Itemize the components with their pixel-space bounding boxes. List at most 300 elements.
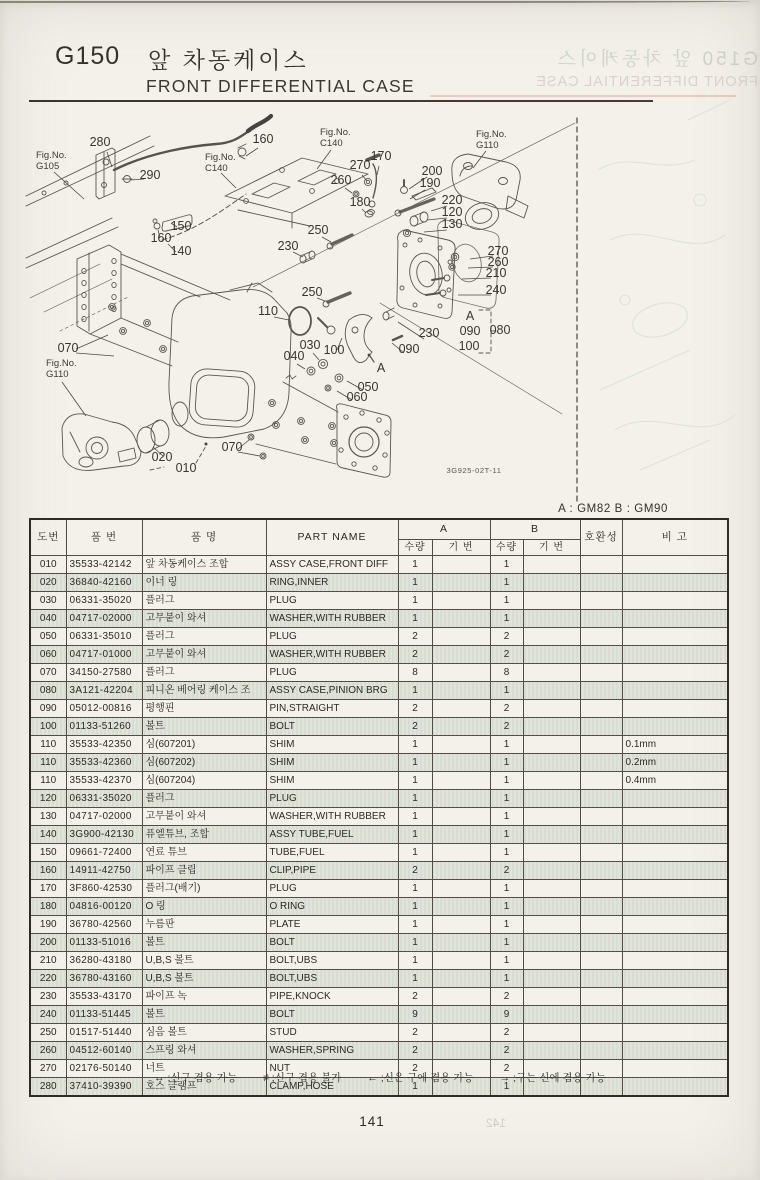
bleed-through-drawing xyxy=(598,100,735,470)
cell-part-no: 06331-35020 xyxy=(66,592,142,610)
cell-a-qty: 2 xyxy=(398,1060,432,1078)
cell-b-qty: 1 xyxy=(490,952,523,970)
cell-col-no: 280 xyxy=(30,1078,66,1097)
cell-a-qty: 2 xyxy=(398,988,432,1006)
cell-remark xyxy=(622,1024,728,1042)
cell-remark xyxy=(622,988,728,1006)
fig-ref-G110: Fig.No. G110 xyxy=(46,358,77,380)
cell-compat xyxy=(580,772,622,790)
cell-a-qty: 1 xyxy=(398,592,432,610)
part-callout-200: 200 xyxy=(421,164,443,178)
cell-b-serial xyxy=(523,808,580,826)
part-callout-040: 040 xyxy=(283,349,305,363)
cell-remark xyxy=(622,898,728,916)
fig-ref-C140: Fig.No. C140 xyxy=(320,127,351,149)
table-row xyxy=(30,664,728,682)
cell-a-serial xyxy=(432,844,490,862)
cell-part-name: WASHER,WITH RUBBER xyxy=(266,646,398,664)
cell-b-qty: 1 xyxy=(490,682,523,700)
cell-a-serial xyxy=(432,556,490,574)
cell-part-no: 06331-35020 xyxy=(66,790,142,808)
cell-name-ko: 스프링 와셔 xyxy=(142,1042,266,1060)
bleed-title-english: FRONT DIFFERENTIAL CASE xyxy=(535,74,758,90)
cell-name-ko: 호스 클램프 xyxy=(142,1078,266,1097)
cell-col-no: 250 xyxy=(30,1024,66,1042)
cell-part-no: 04512-60140 xyxy=(66,1042,142,1060)
table-row xyxy=(30,916,728,934)
cell-a-serial xyxy=(432,700,490,718)
table-row xyxy=(30,844,728,862)
cell-compat xyxy=(580,718,622,736)
cell-a-serial xyxy=(432,682,490,700)
cell-col-no: 240 xyxy=(30,1006,66,1024)
part-callout-100: 100 xyxy=(458,339,480,353)
table-row xyxy=(30,790,728,808)
cell-a-serial xyxy=(432,574,490,592)
cell-compat xyxy=(580,574,622,592)
part-callout-260: 260 xyxy=(330,173,352,187)
cell-col-no: 110 xyxy=(30,772,66,790)
cell-part-no: 35533-43170 xyxy=(66,988,142,1006)
cell-part-no: 14911-42750 xyxy=(66,862,142,880)
cell-a-qty: 1 xyxy=(398,934,432,952)
cell-remark xyxy=(622,718,728,736)
cell-col-no: 080 xyxy=(30,682,66,700)
cell-compat xyxy=(580,700,622,718)
cell-a-serial xyxy=(432,592,490,610)
cell-name-ko: 너트 xyxy=(142,1060,266,1078)
cell-remark xyxy=(622,844,728,862)
cell-name-ko: 플러그 xyxy=(142,592,266,610)
cell-name-ko: 고무붙이 와셔 xyxy=(142,808,266,826)
page-title-english: FRONT DIFFERENTIAL CASE xyxy=(146,76,415,96)
cell-part-name: WASHER,WITH RUBBER xyxy=(266,610,398,628)
cell-b-serial xyxy=(523,556,580,574)
cell-part-name: PLUG xyxy=(266,628,398,646)
table-row xyxy=(30,898,728,916)
cell-a-serial xyxy=(432,1042,490,1060)
cell-part-name: PLUG xyxy=(266,880,398,898)
cell-b-serial xyxy=(523,898,580,916)
table-row xyxy=(30,988,728,1006)
cell-compat xyxy=(580,592,622,610)
cell-a-serial xyxy=(432,754,490,772)
cell-a-serial xyxy=(432,898,490,916)
cell-b-serial xyxy=(523,880,580,898)
cell-b-qty: 8 xyxy=(490,664,523,682)
cell-part-no: 04717-02000 xyxy=(66,610,142,628)
cell-part-name: SHIM xyxy=(266,736,398,754)
cell-b-qty: 1 xyxy=(490,610,523,628)
cell-col-no: 110 xyxy=(30,736,66,754)
cell-part-name: ASSY CASE,PINION BRG xyxy=(266,682,398,700)
cell-part-no: 36780-42560 xyxy=(66,916,142,934)
part-callout-270: 270 xyxy=(349,158,371,172)
cell-name-ko: 플러그(배기) xyxy=(142,880,266,898)
cell-col-no: 030 xyxy=(30,592,66,610)
cell-part-name: BOLT,UBS xyxy=(266,970,398,988)
cell-name-ko: 볼트 xyxy=(142,1006,266,1024)
cell-a-qty: 1 xyxy=(398,952,432,970)
part-callout-210: 210 xyxy=(485,266,507,280)
cell-remark xyxy=(622,970,728,988)
table-row xyxy=(30,736,728,754)
cell-name-ko: 심음 볼트 xyxy=(142,1024,266,1042)
cell-col-no: 130 xyxy=(30,808,66,826)
part-callout-070: 070 xyxy=(221,440,243,454)
cell-remark xyxy=(622,934,728,952)
cell-part-name: SHIM xyxy=(266,754,398,772)
part-callout-100: 100 xyxy=(323,343,345,357)
cell-b-qty: 2 xyxy=(490,1060,523,1078)
cell-a-serial xyxy=(432,736,490,754)
cell-name-ko: 고무붙이 와셔 xyxy=(142,646,266,664)
cell-b-qty: 2 xyxy=(490,1042,523,1060)
parts-table-body xyxy=(30,556,728,1097)
cell-compat xyxy=(580,826,622,844)
cell-compat xyxy=(580,970,622,988)
part-callout-A: A xyxy=(465,309,475,323)
table-row xyxy=(30,754,728,772)
part-callout-110: 110 xyxy=(258,304,278,318)
cell-part-no: 35533-42350 xyxy=(66,736,142,754)
cell-part-name: PIN,STRAIGHT xyxy=(266,700,398,718)
cell-name-ko: 플러그 xyxy=(142,664,266,682)
cell-name-ko: 심(607201) xyxy=(142,736,266,754)
diagram-artwork xyxy=(26,116,577,502)
cell-col-no: 180 xyxy=(30,898,66,916)
cell-compat xyxy=(580,880,622,898)
cell-name-ko: 파이프 클립 xyxy=(142,862,266,880)
cell-part-no: 01133-51445 xyxy=(66,1006,142,1024)
cell-a-qty: 1 xyxy=(398,898,432,916)
table-row xyxy=(30,574,728,592)
diagram-ref-code: 3G925-02T-11 xyxy=(446,466,502,475)
cell-col-no: 270 xyxy=(30,1060,66,1078)
cell-a-qty: 1 xyxy=(398,682,432,700)
table-row xyxy=(30,556,728,574)
cell-a-serial xyxy=(432,880,490,898)
cell-compat xyxy=(580,754,622,772)
cell-col-no: 100 xyxy=(30,718,66,736)
cell-part-name: TUBE,FUEL xyxy=(266,844,398,862)
cell-remark xyxy=(622,700,728,718)
cell-b-qty: 2 xyxy=(490,862,523,880)
cell-b-qty: 1 xyxy=(490,754,523,772)
cell-part-name: CLAMP,HOSE xyxy=(266,1078,398,1097)
cell-part-no: 3F860-42530 xyxy=(66,880,142,898)
table-row xyxy=(30,700,728,718)
cell-b-qty: 9 xyxy=(490,1006,523,1024)
cell-part-name: BOLT xyxy=(266,1006,398,1024)
cell-a-qty: 1 xyxy=(398,880,432,898)
col-header-group-a: A xyxy=(398,519,490,540)
cell-remark: 0.4mm xyxy=(622,772,728,790)
cell-col-no: 020 xyxy=(30,574,66,592)
cell-remark xyxy=(622,592,728,610)
cell-b-qty: 1 xyxy=(490,844,523,862)
table-row xyxy=(30,952,728,970)
cell-b-qty: 1 xyxy=(490,898,523,916)
cell-a-qty: 1 xyxy=(398,916,432,934)
cell-b-serial xyxy=(523,610,580,628)
cell-a-serial xyxy=(432,718,490,736)
col-header-a-qty: 수량 xyxy=(398,540,432,556)
cell-col-no: 050 xyxy=(30,628,66,646)
table-row xyxy=(30,970,728,988)
cell-part-name: O RING xyxy=(266,898,398,916)
cell-compat xyxy=(580,664,622,682)
cell-part-name: WASHER,SPRING xyxy=(266,1042,398,1060)
cell-part-name: PLUG xyxy=(266,664,398,682)
col-header-b-serial: 기 번 xyxy=(523,540,580,556)
cell-part-name: WASHER,WITH RUBBER xyxy=(266,808,398,826)
cell-b-qty: 2 xyxy=(490,700,523,718)
col-header-part-no: 품 번 xyxy=(66,519,142,556)
cell-col-no: 230 xyxy=(30,988,66,1006)
part-callout-230: 230 xyxy=(418,326,440,340)
cell-col-no: 150 xyxy=(30,844,66,862)
cell-remark xyxy=(622,628,728,646)
cell-col-no: 070 xyxy=(30,664,66,682)
cell-b-qty: 1 xyxy=(490,826,523,844)
cell-compat xyxy=(580,646,622,664)
cell-part-no: 06331-35010 xyxy=(66,628,142,646)
cell-part-no: 04717-01000 xyxy=(66,646,142,664)
cell-part-no: 01517-51440 xyxy=(66,1024,142,1042)
cell-b-serial xyxy=(523,1024,580,1042)
cell-part-no: 37410-39390 xyxy=(66,1078,142,1097)
table-row xyxy=(30,628,728,646)
cell-b-qty: 1 xyxy=(490,556,523,574)
col-header-part-name: PART NAME xyxy=(266,519,398,556)
part-callout-030: 030 xyxy=(299,338,321,352)
cell-b-serial xyxy=(523,664,580,682)
cell-name-ko: 퓨엘튜브, 조합 xyxy=(142,826,266,844)
cell-a-serial xyxy=(432,826,490,844)
cell-part-no: 36280-43180 xyxy=(66,952,142,970)
cell-part-no: 36780-43160 xyxy=(66,970,142,988)
cell-part-no: 34150-27580 xyxy=(66,664,142,682)
cell-name-ko: 연료 튜브 xyxy=(142,844,266,862)
cell-compat xyxy=(580,916,622,934)
cell-part-name: RING,INNER xyxy=(266,574,398,592)
cell-part-name: STUD xyxy=(266,1024,398,1042)
part-callout-170: 170 xyxy=(370,149,392,163)
cell-a-qty: 1 xyxy=(398,844,432,862)
part-callout-220: 220 xyxy=(441,193,463,207)
cell-b-serial xyxy=(523,790,580,808)
table-row xyxy=(30,1024,728,1042)
cell-col-no: 200 xyxy=(30,934,66,952)
cell-remark xyxy=(622,682,728,700)
cell-name-ko: 앞 차동케이스 조합 xyxy=(142,556,266,574)
cell-a-qty: 2 xyxy=(398,862,432,880)
col-header-a-serial: 기 번 xyxy=(432,540,490,556)
cell-part-no: 05012-00816 xyxy=(66,700,142,718)
cell-a-qty: 1 xyxy=(398,772,432,790)
cell-a-serial xyxy=(432,610,490,628)
legend-item: ↔ ;신구 겸용 가능 xyxy=(154,1072,238,1084)
part-callout-090: 090 xyxy=(398,342,420,356)
cell-b-qty: 2 xyxy=(490,718,523,736)
part-callout-250: 250 xyxy=(307,223,329,237)
table-row xyxy=(30,826,728,844)
cell-a-qty: 1 xyxy=(398,1078,432,1097)
part-callout-160: 160 xyxy=(252,132,274,146)
part-callout-290: 290 xyxy=(139,168,161,182)
cell-b-serial xyxy=(523,754,580,772)
cell-remark xyxy=(622,574,728,592)
cell-name-ko: 파이프 녹 xyxy=(142,988,266,1006)
col-header-compat: 호환성 xyxy=(580,519,622,556)
table-row xyxy=(30,646,728,664)
cell-part-no: 35533-42142 xyxy=(66,556,142,574)
legend-item: → ;구는 신에 겸용 가능 xyxy=(499,1072,606,1084)
col-header-name-ko: 품 명 xyxy=(142,519,266,556)
part-callout-280: 280 xyxy=(89,135,111,149)
cell-b-serial xyxy=(523,862,580,880)
cell-part-name: NUT xyxy=(266,1060,398,1078)
cell-b-qty: 1 xyxy=(490,592,523,610)
cell-compat xyxy=(580,610,622,628)
cell-a-qty: 8 xyxy=(398,664,432,682)
table-row xyxy=(30,772,728,790)
cell-b-qty: 1 xyxy=(490,1078,523,1097)
cell-remark: 0.1mm xyxy=(622,736,728,754)
cell-part-name: PLATE xyxy=(266,916,398,934)
cell-b-serial xyxy=(523,844,580,862)
part-callout-240: 240 xyxy=(485,283,507,297)
cell-b-serial xyxy=(523,574,580,592)
cell-part-no: 36840-42160 xyxy=(66,574,142,592)
cell-a-qty: 1 xyxy=(398,574,432,592)
cell-b-serial xyxy=(523,934,580,952)
cell-a-qty: 2 xyxy=(398,700,432,718)
table-row xyxy=(30,682,728,700)
cell-b-serial xyxy=(523,646,580,664)
cell-part-no: 01133-51260 xyxy=(66,718,142,736)
cell-a-serial xyxy=(432,988,490,1006)
cell-part-no: 09661-72400 xyxy=(66,844,142,862)
cell-remark xyxy=(622,880,728,898)
cell-a-qty: 1 xyxy=(398,970,432,988)
cell-remark xyxy=(622,916,728,934)
part-callout-270: 270 xyxy=(487,244,509,258)
col-header-group-b: B xyxy=(490,519,580,540)
cell-compat xyxy=(580,628,622,646)
part-callout-230: 230 xyxy=(277,239,299,253)
parts-table xyxy=(29,518,729,1097)
fig-ref-C140: Fig.No. C140 xyxy=(205,152,236,174)
cell-part-name: SHIM xyxy=(266,772,398,790)
cell-remark xyxy=(622,664,728,682)
cell-b-qty: 2 xyxy=(490,988,523,1006)
part-callout-260: 260 xyxy=(487,255,509,269)
cell-b-qty: 2 xyxy=(490,646,523,664)
cell-b-qty: 1 xyxy=(490,916,523,934)
cell-a-serial xyxy=(432,646,490,664)
cell-remark xyxy=(622,646,728,664)
cell-a-qty: 1 xyxy=(398,610,432,628)
part-callout-060: 060 xyxy=(346,390,368,404)
cell-remark xyxy=(622,826,728,844)
cell-remark xyxy=(622,610,728,628)
cell-col-no: 170 xyxy=(30,880,66,898)
cell-part-name: BOLT,UBS xyxy=(266,952,398,970)
cell-compat xyxy=(580,682,622,700)
table-row xyxy=(30,862,728,880)
cell-name-ko: 심(607202) xyxy=(142,754,266,772)
cell-b-qty: 1 xyxy=(490,772,523,790)
cell-a-serial xyxy=(432,934,490,952)
part-callout-010: 010 xyxy=(175,461,197,475)
cell-a-serial xyxy=(432,916,490,934)
cell-part-name: PLUG xyxy=(266,592,398,610)
cell-part-no: 35533-42370 xyxy=(66,772,142,790)
col-header-b-qty: 수량 xyxy=(490,540,523,556)
table-row xyxy=(30,1042,728,1060)
col-header-note: 비 고 xyxy=(622,519,728,556)
page-title-korean: 앞 차동케이스 xyxy=(148,47,309,73)
cell-col-no: 210 xyxy=(30,952,66,970)
table-row xyxy=(30,808,728,826)
cell-compat xyxy=(580,736,622,754)
cell-part-name: BOLT xyxy=(266,718,398,736)
part-callout-190: 190 xyxy=(419,176,441,190)
cell-a-serial xyxy=(432,664,490,682)
cell-col-no: 160 xyxy=(30,862,66,880)
cell-b-serial xyxy=(523,592,580,610)
cell-remark xyxy=(622,790,728,808)
cell-b-serial xyxy=(523,1006,580,1024)
cell-compat xyxy=(580,790,622,808)
col-header-dobun: 도번 xyxy=(30,519,66,556)
cell-name-ko: 고무붙이 와셔 xyxy=(142,610,266,628)
cell-b-serial xyxy=(523,1042,580,1060)
cell-name-ko: 누름판 xyxy=(142,916,266,934)
legend xyxy=(0,1070,760,1085)
cell-b-qty: 1 xyxy=(490,808,523,826)
cell-compat xyxy=(580,844,622,862)
cell-a-serial xyxy=(432,790,490,808)
cell-b-qty: 2 xyxy=(490,628,523,646)
fig-ref-G110: Fig.No. G110 xyxy=(476,129,507,151)
cell-col-no: 090 xyxy=(30,700,66,718)
part-callout-250: 250 xyxy=(301,285,323,299)
legend-item: ≠ ;신구 겸용 불가 xyxy=(263,1072,342,1084)
cell-compat xyxy=(580,556,622,574)
part-callout-090: 090 xyxy=(459,324,481,338)
table-row xyxy=(30,718,728,736)
cell-name-ko: U,B,S 볼트 xyxy=(142,952,266,970)
cell-col-no: 220 xyxy=(30,970,66,988)
part-callout-120: 120 xyxy=(441,205,463,219)
cell-a-qty: 1 xyxy=(398,826,432,844)
cell-remark xyxy=(622,1006,728,1024)
part-callout-150: 150 xyxy=(170,219,192,233)
part-callout-A: A xyxy=(376,361,386,375)
cell-b-serial xyxy=(523,718,580,736)
cell-b-qty: 1 xyxy=(490,934,523,952)
cell-compat xyxy=(580,1024,622,1042)
cell-col-no: 120 xyxy=(30,790,66,808)
table-row xyxy=(30,1006,728,1024)
cell-part-name: BOLT xyxy=(266,934,398,952)
part-callout-140: 140 xyxy=(170,244,192,258)
cell-a-qty: 1 xyxy=(398,736,432,754)
cell-b-serial xyxy=(523,700,580,718)
